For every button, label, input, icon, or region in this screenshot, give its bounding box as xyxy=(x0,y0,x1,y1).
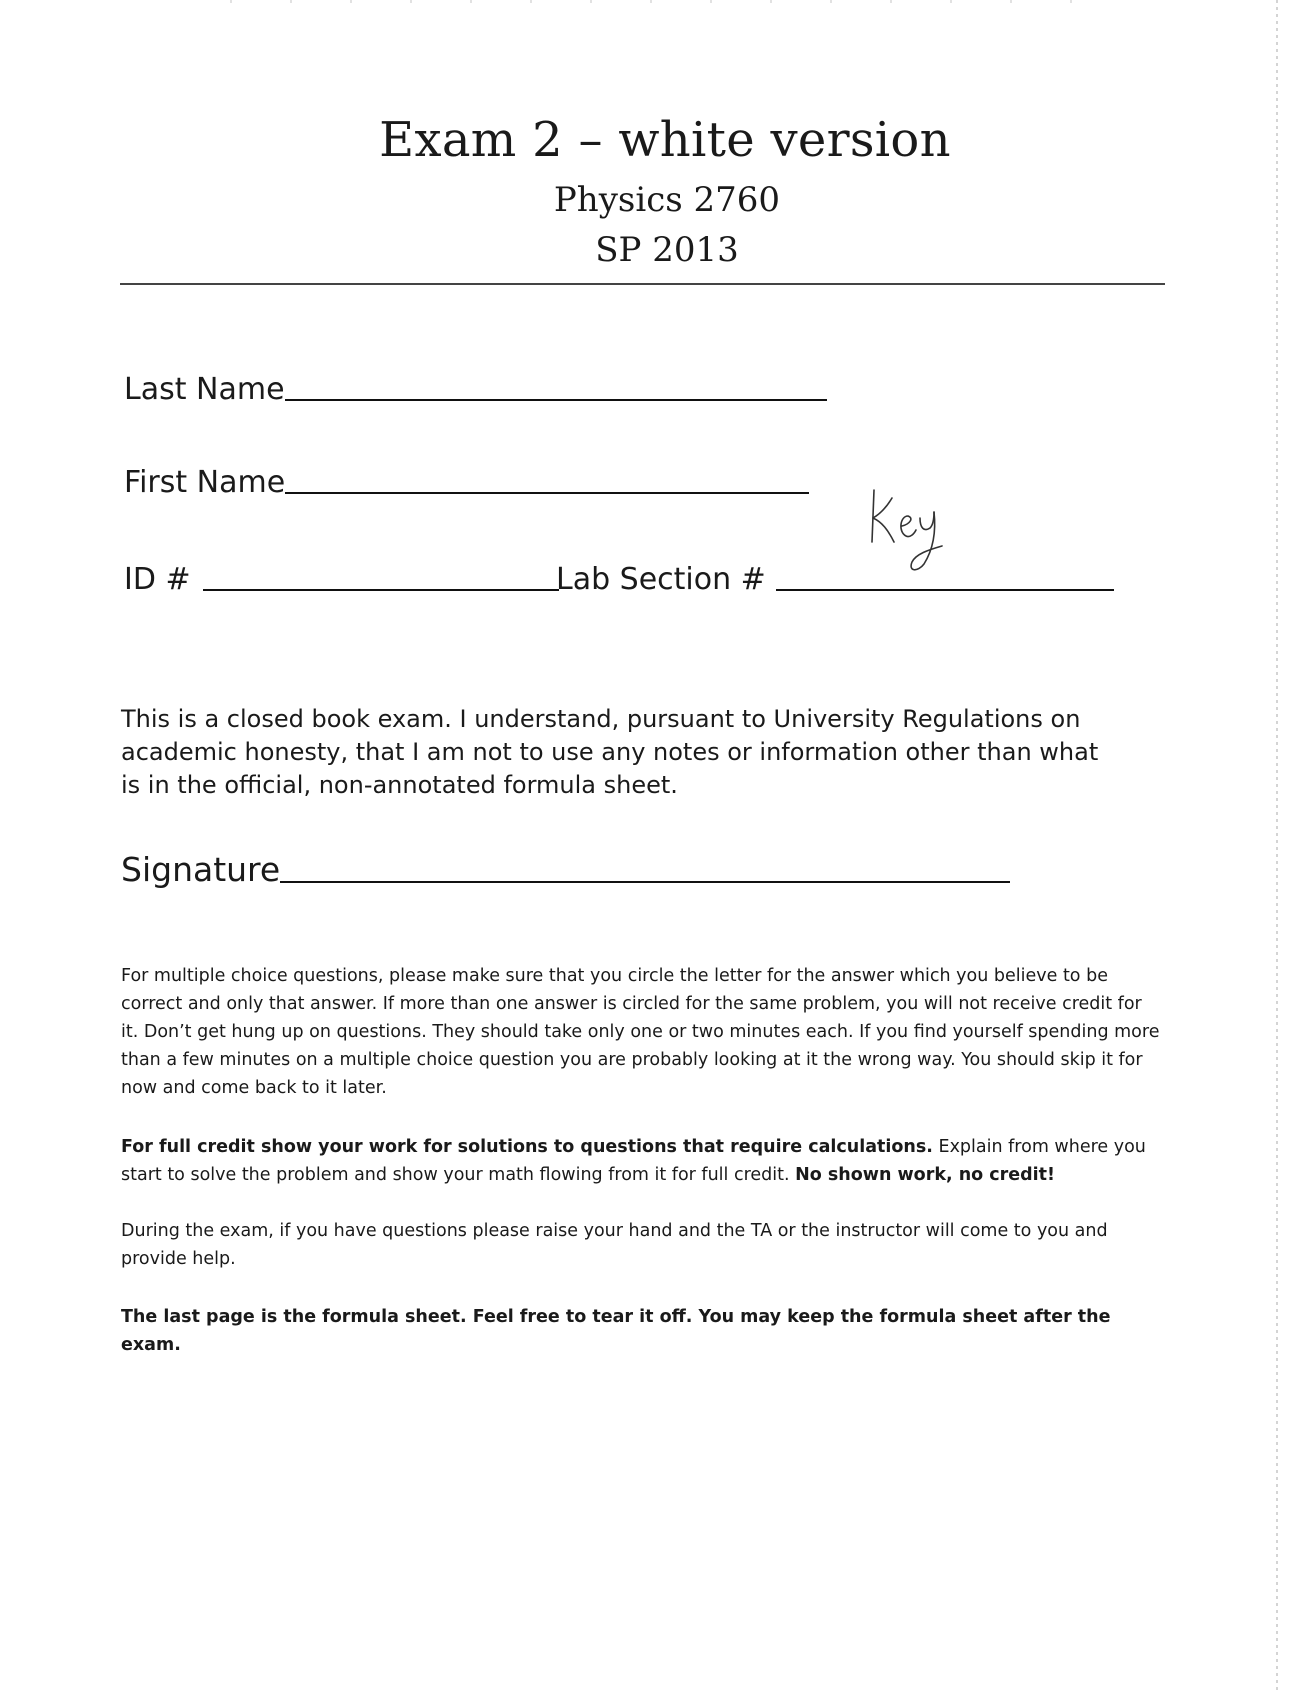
last-name-line[interactable] xyxy=(285,398,827,401)
first-name-label: First Name xyxy=(124,465,286,500)
help-instructions: During the exam, if you have questions please raise your hand and the TA or the instructor will come to you and provide help. xyxy=(121,1221,1108,1269)
lab-section-field[interactable] xyxy=(556,562,1114,597)
id-line[interactable] xyxy=(203,588,559,591)
signature-label: Signature xyxy=(121,850,281,889)
full-credit-text: Explain from where you start to solve the problem and show your math flowing from it for full credit. xyxy=(121,1137,1146,1185)
no-work-bold: No shown work, no credit! xyxy=(795,1165,1056,1185)
signature-line[interactable] xyxy=(280,880,1010,883)
exam-title: Exam 2 – white version xyxy=(379,112,951,168)
honesty-statement: This is a closed book exam. I understand, pursuant to University Regulations on academic honesty, that I am not to use any notes or information other than what is in the official, non-annotated formula sheet. xyxy=(121,705,1099,799)
scan-artifact-top xyxy=(230,0,1130,3)
formula-sheet-note: The last page is the formula sheet. Feel free to tear it off. You may keep the formula sheet after the exam. xyxy=(121,1307,1111,1355)
last-name-field[interactable] xyxy=(124,372,827,407)
full-credit-bold: For full credit show your work for solutions to questions that require calculations. xyxy=(121,1137,933,1157)
id-label: ID # xyxy=(124,562,191,597)
handwritten-key-annotation xyxy=(862,480,982,600)
signature-field[interactable] xyxy=(121,850,1010,889)
full-credit-instructions xyxy=(121,1133,1161,1189)
lab-section-label: Lab Section # xyxy=(556,562,766,597)
header-divider xyxy=(120,283,1165,285)
id-field[interactable] xyxy=(124,562,559,597)
first-name-field[interactable] xyxy=(124,465,809,500)
multiple-choice-instructions: For multiple choice questions, please make sure that you circle the letter for the answer which you believe to be correct and only that answer. If more than one answer is circled for the same problem, you will not receive credit for it. Don’t get hung up on questions. They should take only one or two minutes each. If you find yourself spending more than a few minutes on a multiple choice question you are probably looking at it the wrong way. You should skip it for now and come back to it later. xyxy=(121,966,1160,1098)
term: SP 2013 xyxy=(595,230,739,270)
course-name: Physics 2760 xyxy=(553,180,781,220)
last-name-label: Last Name xyxy=(124,372,285,407)
first-name-line[interactable] xyxy=(285,491,809,494)
